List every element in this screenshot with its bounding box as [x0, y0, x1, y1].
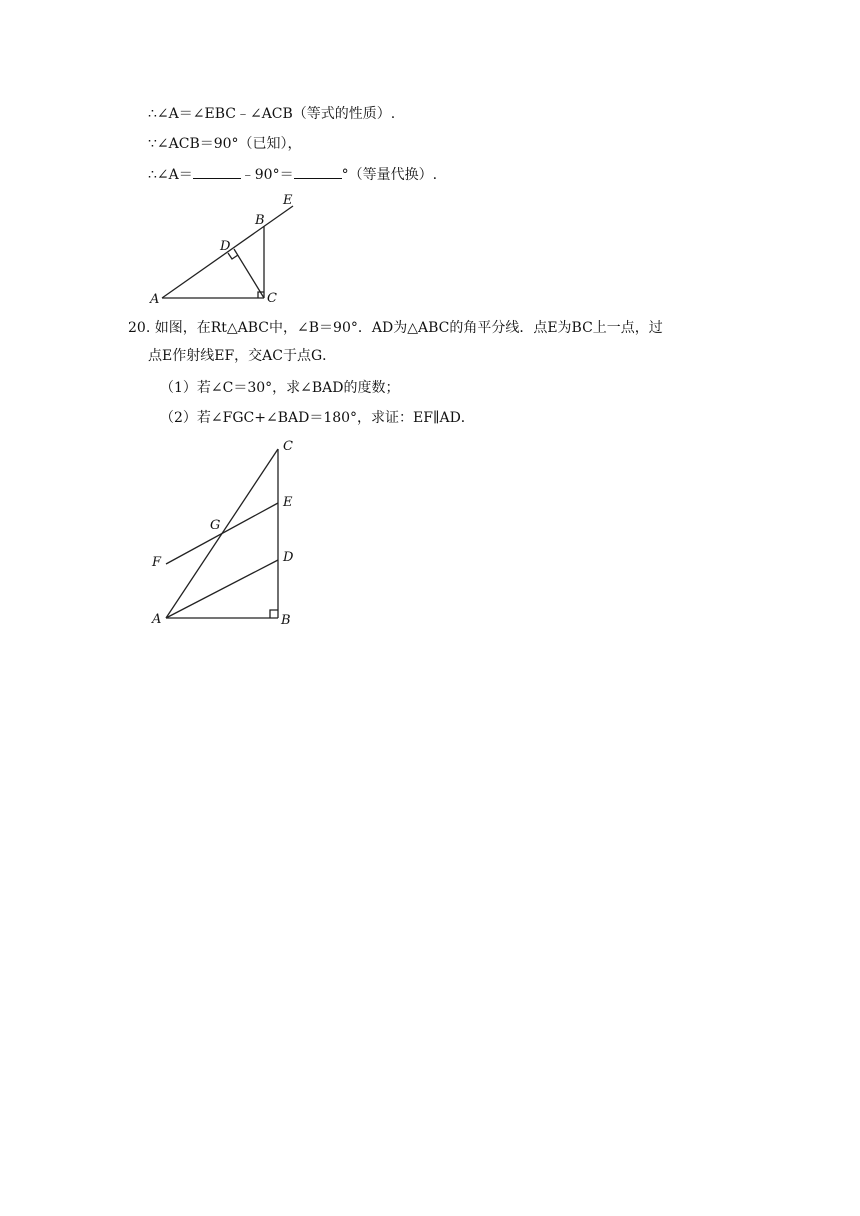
right-angle-b: [270, 610, 278, 618]
label-b: B: [255, 213, 265, 228]
proof-line-3-end: °（等量代换）.: [341, 167, 438, 183]
proof-line-1: ∴∠A＝∠EBC﹣∠ACB（等式的性质）.: [148, 106, 396, 122]
label-g: G: [210, 518, 221, 533]
problem-20-part-2: （2）若∠FGC+∠BAD＝180°，求证：EF∥AD．: [160, 410, 475, 426]
label-a: A: [150, 292, 160, 307]
label-e: E: [283, 495, 293, 510]
label-b: B: [281, 613, 291, 628]
label-f: F: [152, 555, 162, 570]
label-d: D: [283, 550, 294, 565]
label-e: E: [283, 193, 293, 208]
problem-number: 20.: [128, 320, 151, 336]
ray-ef: [166, 503, 278, 564]
proof-line-3-middle: ﹣90°＝: [240, 167, 294, 183]
label-a: A: [152, 612, 162, 627]
label-c: C: [267, 291, 277, 306]
problem-20-part-1: （1）若∠C＝30°，求∠BAD的度数；: [160, 380, 400, 396]
segment-ad: [166, 560, 278, 618]
label-c: C: [283, 439, 293, 454]
problem-text-1: 如图，在Rt△ABC中，∠B＝90°．AD为△ABC的角平分线．点E为BC上一点，过: [154, 320, 663, 336]
proof-line-3-start: ∴∠A＝: [148, 167, 193, 183]
problem-20-line-2: 点E作射线EF，交AC于点G．: [148, 348, 337, 364]
label-d: D: [220, 239, 231, 254]
proof-line-2: ∵∠ACB＝90°（已知），: [148, 136, 302, 152]
